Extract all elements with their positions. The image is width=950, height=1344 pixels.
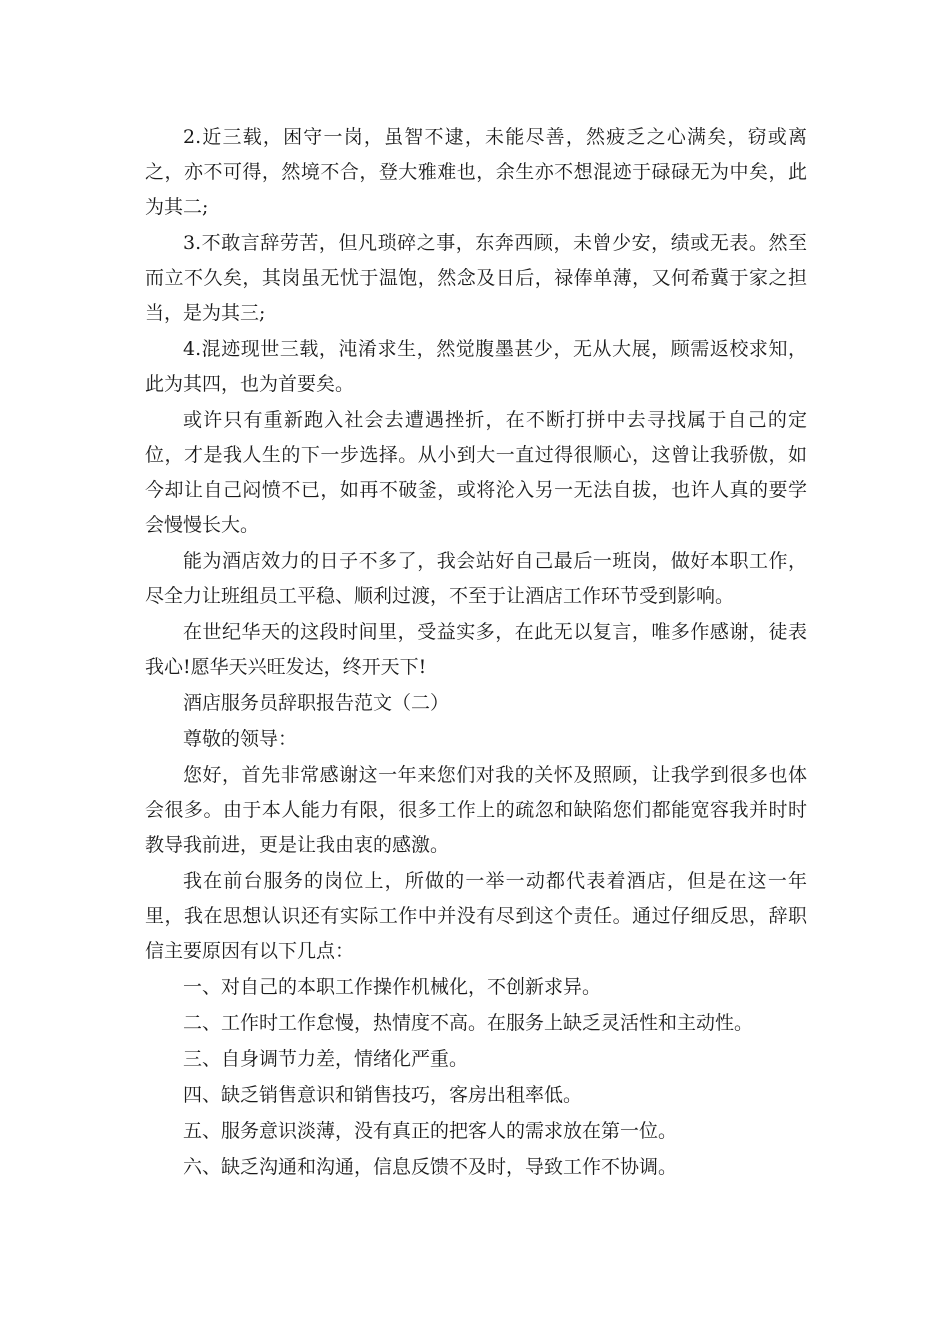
list-item: 六、缺乏沟通和沟通，信息反馈不及时，导致工作不协调。 xyxy=(183,1156,678,1178)
paragraph-next-step: 或许只有重新跑入社会去遭遇挫折，在不断打拼中去寻找属于自己的定位，才是我人生的下一步选择。从小到大一直过得很顺心，这曾让我骄傲，如今却让自己闷愤不已，如再不破釜，或将沦入另一无法自拔，也许人真的要学会慢慢长大。 xyxy=(145,409,807,536)
list-item: 三、自身调节力差，情绪化严重。 xyxy=(183,1048,469,1070)
section-title: 酒店服务员辞职报告范文（二） xyxy=(183,692,450,714)
paragraph-reasons-intro: 我在前台服务的岗位上，所做的一举一动都代表着酒店，但是在这一年里，我在思想认识还有实际工作中并没有尽到这个责任。通过仔细反思，辞职信主要原因有以下几点： xyxy=(145,870,807,962)
list-item: 五、服务意识淡薄，没有真正的把客人的需求放在第一位。 xyxy=(183,1120,678,1142)
document-page xyxy=(145,120,807,1185)
paragraph-greeting: 您好，首先非常感谢这一年来您们对我的关怀及照顾，让我学到很多也体会很多。由于本人能力有限，很多工作上的疏忽和缺陷您们都能宽容我并时时教导我前进，更是让我由衷的感激。 xyxy=(145,764,807,856)
list-item: 四、缺乏销售意识和销售技巧，客房出租率低。 xyxy=(183,1084,583,1106)
paragraph-thanks: 在世纪华天的这段时间里，受益实多，在此无以复言，唯多作感谢，徒表我心!愿华天兴旺发达，终开天下! xyxy=(145,621,807,678)
list-item: 二、工作时工作怠慢，热情度不高。在服务上缺乏灵活性和主动性。 xyxy=(183,1012,754,1034)
list-item: 一、对自己的本职工作操作机械化，不创新求异。 xyxy=(183,976,602,998)
paragraph-reason-two: 2.近三载，困守一岗，虽智不逮，未能尽善，然疲乏之心满矣，窃或离之，亦不可得，然境不合，登大雅难也，余生亦不想混迹于碌碌无为中矣，此为其二; xyxy=(145,126,807,218)
paragraph-reason-four: 4.混迹现世三载，沌淆求生，然觉腹墨甚少，无从大展，顾需返校求知，此为其四，也为首要矣。 xyxy=(145,338,807,395)
paragraph-reason-three: 3.不敢言辞劳苦，但凡琐碎之事，东奔西顾，未曾少安，绩或无表。然至而立不久矣，其岗虽无忧于温饱，然念及日后，禄俸单薄，又何希冀于家之担当，是为其三; xyxy=(145,232,807,324)
salutation: 尊敬的领导： xyxy=(183,728,298,750)
paragraph-last-shift: 能为酒店效力的日子不多了，我会站好自己最后一班岗，做好本职工作，尽全力让班组员工平稳、顺利过渡，不至于让酒店工作环节受到影响。 xyxy=(145,550,807,607)
